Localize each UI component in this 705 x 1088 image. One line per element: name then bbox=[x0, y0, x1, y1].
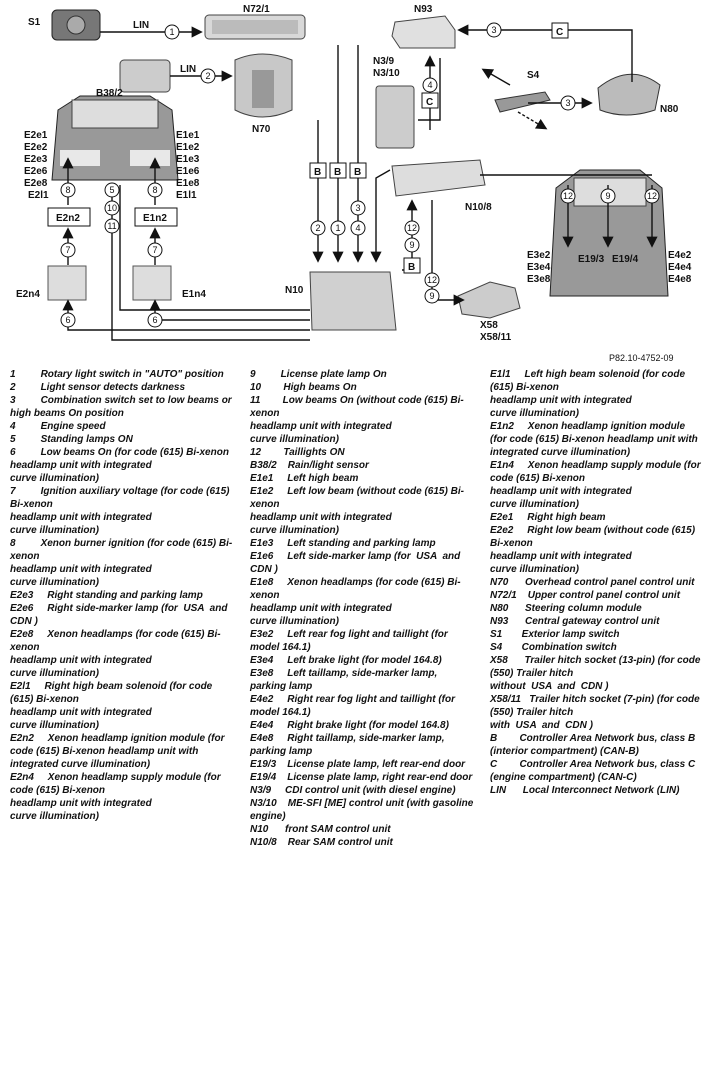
step-3-switch: 3 bbox=[565, 98, 571, 108]
n10-front-sam bbox=[310, 272, 396, 330]
b38-2-rain-light-sensor bbox=[120, 60, 170, 92]
legend-line: with USA and CDN ) bbox=[490, 720, 593, 731]
bus-label-boxes bbox=[310, 23, 571, 273]
label-s1: S1 bbox=[28, 17, 41, 28]
legend-line: E4e2 Right rear fog light and taillight (for model 164.1) bbox=[250, 694, 458, 718]
step-8-left: 8 bbox=[65, 185, 71, 195]
legend-line: curve illumination) bbox=[10, 811, 99, 822]
step-3-gateway: 3 bbox=[491, 25, 497, 35]
label-e1e1: E1e1 bbox=[176, 130, 200, 141]
label-e3e4: E3e4 bbox=[527, 262, 551, 273]
legend-line: curve illumination) bbox=[10, 473, 99, 484]
legend-line: 3 Combination switch set to low beams or high beams On position bbox=[10, 395, 235, 419]
legend-line: X58/11 Trailer hitch socket (7-pin) (for code (550) Trailer hitch bbox=[490, 694, 703, 718]
label-n93: N93 bbox=[414, 4, 433, 15]
label-e2e1: E2e1 bbox=[24, 130, 48, 141]
legend-line: E1e6 Left side-marker lamp (for USA and CDN ) bbox=[250, 551, 466, 575]
label-e2e8: E2e8 bbox=[24, 178, 48, 189]
label-n10: N10 bbox=[285, 285, 304, 296]
legend-line: N70 Overhead control panel control unit bbox=[490, 577, 695, 588]
front-right-labels bbox=[176, 130, 200, 201]
legend-line: curve illumination) bbox=[10, 577, 99, 588]
step-12-right: 12 bbox=[646, 191, 658, 201]
legend-line: E1l1 Left high beam solenoid (for code (615) Bi-xenon bbox=[490, 369, 688, 393]
step-7-right: 7 bbox=[152, 245, 158, 255]
legend-line: E3e8 Left taillamp, side-marker lamp, parking lamp bbox=[250, 668, 441, 692]
legend-line: S1 Exterior lamp switch bbox=[490, 629, 620, 640]
legend-line: N80 Steering column module bbox=[490, 603, 642, 614]
step-6-right: 6 bbox=[152, 315, 158, 325]
legend-line: curve illumination) bbox=[10, 720, 99, 731]
label-e19-4: E19/4 bbox=[612, 254, 639, 265]
label-lin-2: LIN bbox=[180, 64, 197, 75]
figure-reference: P82.10-4752-09 bbox=[609, 353, 674, 363]
legend-line: 4 Engine speed bbox=[10, 421, 106, 432]
legend-line: 10 High beams On bbox=[250, 382, 357, 393]
legend-line: headlamp unit with integrated bbox=[250, 421, 392, 432]
label-e4e2: E4e2 bbox=[668, 250, 692, 261]
step-9-bus: 9 bbox=[409, 240, 415, 250]
legend-line: curve illumination) bbox=[250, 434, 339, 445]
legend-line: 1 Rotary light switch in "AUTO" position bbox=[10, 369, 224, 380]
step-12-hitch: 12 bbox=[426, 275, 438, 285]
label-e1l1: E1l1 bbox=[176, 190, 197, 201]
legend-line: headlamp unit with integrated bbox=[490, 395, 632, 406]
legend-line: C Controller Area Network bus, class C (engine compartment) (CAN-C) bbox=[490, 759, 699, 783]
legend-line: headlamp unit with integrated bbox=[10, 798, 152, 809]
legend-column-3 bbox=[490, 368, 702, 797]
step-6-left: 6 bbox=[65, 315, 71, 325]
legend-line: S4 Combination switch bbox=[490, 642, 617, 653]
label-e2n2: E2n2 bbox=[56, 213, 80, 224]
legend-line: E19/4 License plate lamp, right rear-end door bbox=[250, 772, 473, 783]
label-e2n4: E2n4 bbox=[16, 289, 40, 300]
label-e1n4: E1n4 bbox=[182, 289, 206, 300]
step-7-left: 7 bbox=[65, 245, 71, 255]
bus-b-1: B bbox=[314, 167, 322, 178]
step-4-bus: 4 bbox=[355, 223, 361, 233]
legend-line: E2e2 Right low beam (without code (615) Bi-xenon bbox=[490, 525, 698, 549]
label-x58: X58 bbox=[480, 320, 498, 331]
label-n10-8: N10/8 bbox=[465, 202, 492, 213]
legend-line: E3e4 Left brake light (for model 164.8) bbox=[250, 655, 442, 666]
legend-line: headlamp unit with integrated bbox=[10, 707, 152, 718]
legend-line: curve illumination) bbox=[490, 499, 579, 510]
legend-line: 12 Taillights ON bbox=[250, 447, 345, 458]
label-e1e6: E1e6 bbox=[176, 166, 200, 177]
legend-line: E4e8 Right taillamp, side-marker lamp, parking lamp bbox=[250, 733, 448, 757]
legend-line: E4e4 Right brake light (for model 164.8) bbox=[250, 720, 449, 731]
legend-line: E3e2 Left rear fog light and taillight (for model 164.1) bbox=[250, 629, 451, 653]
legend-line: 6 Low beams On (for code (615) Bi-xenon bbox=[10, 447, 229, 458]
legend-line: E1e8 Xenon headlamps (for code (615) Bi-xenon bbox=[250, 577, 461, 601]
legend-line: without USA and CDN ) bbox=[490, 681, 609, 692]
legend-line: B Controller Area Network bus, class B (interior compartment) (CAN-B) bbox=[490, 733, 699, 757]
label-b38-2: B38/2 bbox=[96, 88, 123, 99]
legend-line: N3/10 ME-SFI [ME] control unit (with gasoline engine) bbox=[250, 798, 477, 822]
legend-line: 2 Light sensor detects darkness bbox=[10, 382, 186, 393]
label-e1n2: E1n2 bbox=[143, 213, 167, 224]
step-5: 5 bbox=[109, 185, 115, 195]
trailer-hitch bbox=[458, 282, 520, 318]
legend-line: 5 Standing lamps ON bbox=[10, 434, 133, 445]
legend-line: 7 Ignition auxiliary voltage (for code (615) Bi-xenon bbox=[10, 486, 233, 510]
legend-line: headlamp unit with integrated bbox=[10, 460, 152, 471]
legend-line: E1n2 Xenon headlamp ignition module (for code (615) Bi-xenon headlamp unit with integrated curve illumination) bbox=[490, 421, 701, 458]
step-2-bus: 2 bbox=[315, 223, 321, 233]
label-n3-9: N3/9 bbox=[373, 56, 395, 67]
legend-line: E2n4 Xenon headlamp supply module (for code (615) Bi-xenon bbox=[10, 772, 224, 796]
legend-line: curve illumination) bbox=[10, 525, 99, 536]
legend-line: E1e3 Left standing and parking lamp bbox=[250, 538, 436, 549]
legend-line: headlamp unit with integrated bbox=[10, 564, 152, 575]
label-e1e2: E1e2 bbox=[176, 142, 200, 153]
legend-line: E2e8 Xenon headlamps (for code (615) Bi-xenon bbox=[10, 629, 221, 653]
legend-line: headlamp unit with integrated bbox=[250, 512, 392, 523]
legend-line: headlamp unit with integrated bbox=[490, 486, 632, 497]
label-e2e2: E2e2 bbox=[24, 142, 48, 153]
n80-steering-column-module bbox=[598, 74, 660, 115]
legend-line: curve illumination) bbox=[250, 525, 339, 536]
label-s4: S4 bbox=[527, 70, 540, 81]
label-n72-1: N72/1 bbox=[243, 4, 270, 15]
legend-line: N72/1 Upper control panel control unit bbox=[490, 590, 681, 601]
label-e4e4: E4e4 bbox=[668, 262, 692, 273]
n93-gateway-unit bbox=[392, 16, 455, 48]
step-8-right: 8 bbox=[152, 185, 158, 195]
step-3-bus: 3 bbox=[355, 203, 361, 213]
step-12-left: 12 bbox=[562, 191, 574, 201]
legend-line: E2e3 Right standing and parking lamp bbox=[10, 590, 203, 601]
label-lin-1: LIN bbox=[133, 20, 150, 31]
step-1: 1 bbox=[169, 27, 175, 37]
label-n80: N80 bbox=[660, 104, 679, 115]
label-x58-11: X58/11 bbox=[480, 332, 512, 343]
legend-line: 8 Xenon burner ignition (for code (615) Bi-xenon bbox=[10, 538, 233, 562]
legend-line: curve illumination) bbox=[490, 408, 579, 419]
label-e19-3: E19/3 bbox=[578, 254, 605, 265]
label-e4e8: E4e8 bbox=[668, 274, 692, 285]
legend-column-2 bbox=[250, 368, 475, 849]
step-1-bus: 1 bbox=[335, 223, 341, 233]
e1n4-module bbox=[133, 266, 171, 300]
legend-line: X58 Trailer hitch socket (13-pin) (for code (550) Trailer hitch bbox=[490, 655, 704, 679]
label-e2l1: E2l1 bbox=[28, 190, 49, 201]
legend-line: E1n4 Xenon headlamp supply module (for code (615) Bi-xenon bbox=[490, 460, 704, 484]
legend-line: E2n2 Xenon headlamp ignition module (for code (615) Bi-xenon headlamp unit with integrated curve illumination) bbox=[10, 733, 228, 770]
step-11: 11 bbox=[107, 221, 117, 231]
n72-1-upper-control-panel bbox=[205, 15, 305, 39]
bus-c-top: C bbox=[556, 27, 564, 38]
legend-line: 11 Low beams On (without code (615) Bi-xenon bbox=[250, 395, 464, 419]
legend-line: B38/2 Rain/light sensor bbox=[250, 460, 369, 471]
e2n4-module bbox=[48, 266, 86, 300]
step-4-ecu: 4 bbox=[427, 80, 433, 90]
legend-line: E2l1 Right high beam solenoid (for code (615) Bi-xenon bbox=[10, 681, 216, 705]
legend-line: E2e6 Right side-marker lamp (for USA and CDN ) bbox=[10, 603, 234, 627]
legend-line: E2e1 Right high beam bbox=[490, 512, 606, 523]
front-car bbox=[52, 96, 178, 180]
legend-line: N93 Central gateway control unit bbox=[490, 616, 660, 627]
label-e3e2: E3e2 bbox=[527, 250, 551, 261]
legend-line: curve illumination) bbox=[250, 616, 339, 627]
step-9-hitch: 9 bbox=[429, 291, 435, 301]
label-e2e3: E2e3 bbox=[24, 154, 48, 165]
legend-line: E1e2 Left low beam (without code (615) Bi-xenon bbox=[250, 486, 464, 510]
legend-line: headlamp unit with integrated bbox=[490, 551, 632, 562]
step-10: 10 bbox=[106, 203, 118, 213]
legend-line: headlamp unit with integrated bbox=[250, 603, 392, 614]
n10-8-rear-sam bbox=[392, 160, 485, 196]
n70-overhead-control-panel bbox=[235, 54, 292, 117]
legend-line: N10/8 Rear SAM control unit bbox=[250, 837, 393, 848]
wiring-diagram bbox=[0, 0, 705, 370]
bus-b-3: B bbox=[354, 167, 362, 178]
n3-ecu bbox=[376, 86, 414, 148]
label-n3-10: N3/10 bbox=[373, 68, 400, 79]
legend-line: headlamp unit with integrated bbox=[10, 655, 152, 666]
legend-column-1 bbox=[10, 368, 235, 823]
bus-b-4: B bbox=[408, 262, 416, 273]
step-12-bus: 12 bbox=[406, 223, 418, 233]
legend-line: E1e1 Left high beam bbox=[250, 473, 359, 484]
legend-line: 9 License plate lamp On bbox=[250, 369, 387, 380]
legend-line: N10 front SAM control unit bbox=[250, 824, 391, 835]
s1-exterior-lamp-switch bbox=[52, 10, 100, 40]
step-2: 2 bbox=[205, 71, 211, 81]
label-e2e6: E2e6 bbox=[24, 166, 48, 177]
legend-line: headlamp unit with integrated bbox=[10, 512, 152, 523]
label-e3e8: E3e8 bbox=[527, 274, 551, 285]
legend-line: E19/3 License plate lamp, left rear-end door bbox=[250, 759, 466, 770]
label-e1e8: E1e8 bbox=[176, 178, 200, 189]
label-e1e3: E1e3 bbox=[176, 154, 200, 165]
s4-combination-switch bbox=[495, 92, 550, 112]
label-n70: N70 bbox=[252, 124, 271, 135]
legend-line: LIN Local Interconnect Network (LIN) bbox=[490, 785, 680, 796]
legend-line: curve illumination) bbox=[10, 668, 99, 679]
legend-line: curve illumination) bbox=[490, 564, 579, 575]
legend-line: N3/9 CDI control unit (with diesel engine) bbox=[250, 785, 456, 796]
bus-c-mid: C bbox=[426, 97, 434, 108]
step-9-rear: 9 bbox=[605, 191, 611, 201]
front-left-labels bbox=[24, 130, 49, 201]
bus-b-2: B bbox=[334, 167, 342, 178]
